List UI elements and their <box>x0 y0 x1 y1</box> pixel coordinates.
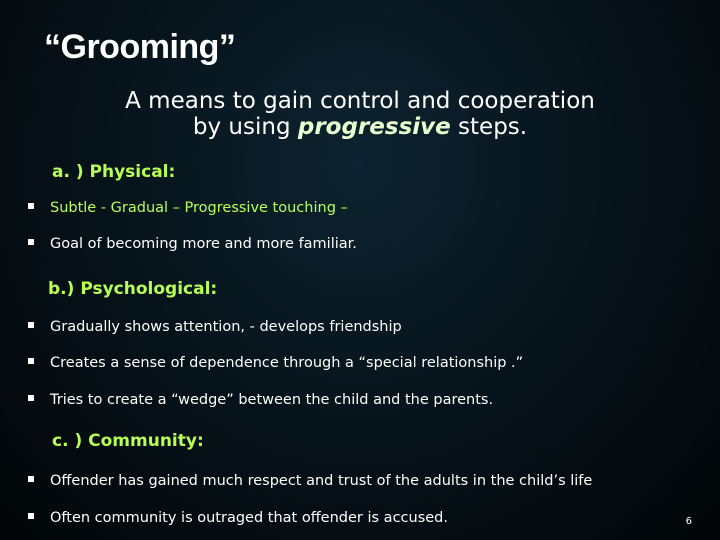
bullet-item <box>28 510 448 526</box>
bullet-item <box>28 392 493 408</box>
bullet-item <box>28 319 402 335</box>
subtitle-line-2-post: steps. <box>450 114 528 140</box>
bullet-text: Tries to create a “wedge” between the child and the parents. <box>50 392 494 408</box>
square-bullet-icon <box>28 322 34 328</box>
subtitle-line-1: A means to gain control and cooperation <box>125 88 595 114</box>
bullet-item <box>28 355 523 371</box>
bullet-text: Often community is outraged that offender is accused. <box>50 510 448 526</box>
page-number: 6 <box>685 516 692 527</box>
subtitle-line-2-pre: by using <box>192 114 298 140</box>
square-bullet-icon <box>28 203 34 209</box>
bullet-text: Goal of becoming more and more familiar. <box>50 236 357 252</box>
square-bullet-icon <box>28 358 34 364</box>
slide-title: “Grooming” <box>44 28 236 66</box>
bullet-text: Subtle - Gradual – Progressive touching – <box>50 200 348 216</box>
section-heading-community: c. ) Community: <box>52 431 204 451</box>
section-heading-physical: a. ) Physical: <box>52 162 176 182</box>
bullet-item <box>28 200 348 216</box>
bullet-text: Creates a sense of dependence through a “special relationship .” <box>50 355 524 371</box>
square-bullet-icon <box>28 239 34 245</box>
subtitle-line-2 <box>60 114 660 140</box>
square-bullet-icon <box>28 395 34 401</box>
bullet-item <box>28 473 592 489</box>
bullet-text: Offender has gained much respect and trust of the adults in the child’s life <box>50 473 593 489</box>
bullet-item <box>28 236 357 252</box>
square-bullet-icon <box>28 513 34 519</box>
square-bullet-icon <box>28 476 34 482</box>
section-heading-psychological: b.) Psychological: <box>48 279 218 299</box>
bullet-text: Gradually shows attention, - develops friendship <box>50 319 402 335</box>
slide-subtitle <box>60 88 660 140</box>
subtitle-emphasis: progressive <box>297 114 451 140</box>
